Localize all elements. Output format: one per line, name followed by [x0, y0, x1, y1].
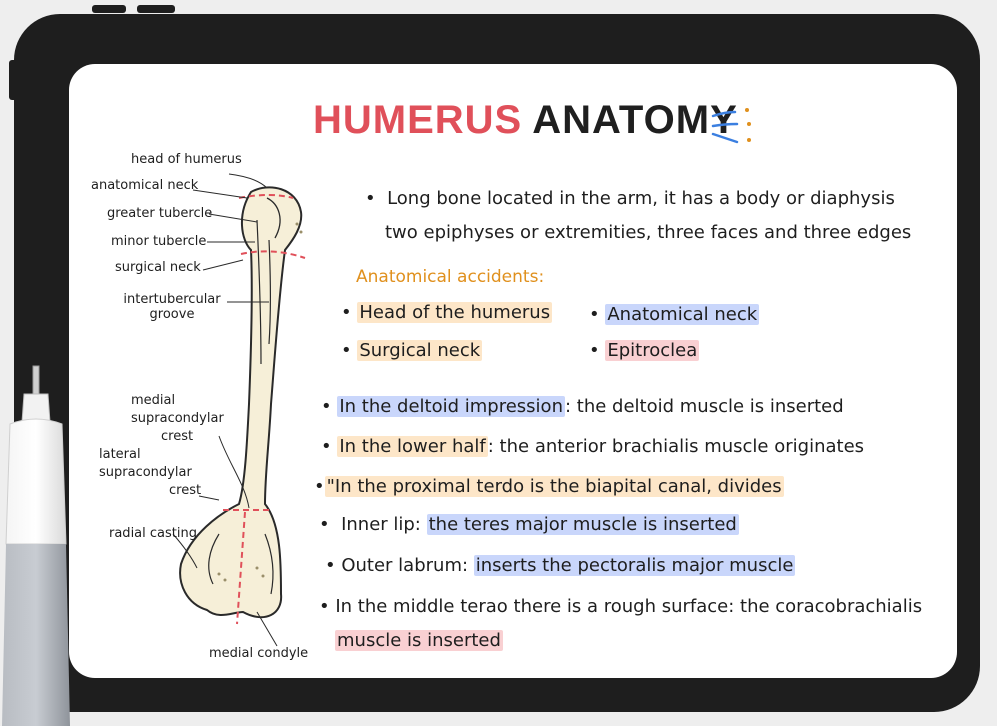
bullet-deltoid-rest: : the deltoid muscle is inserted: [564, 396, 844, 417]
intro-text-2: two epiphyses or extremities, three faces and three edges: [385, 222, 912, 243]
bullet-deltoid: • In the deltoid impression : the deltoid muscle is inserted: [321, 396, 844, 417]
page-title: [313, 98, 738, 148]
accident-item-epitroclea: • Epitroclea: [589, 340, 698, 361]
bullet-inner-lip-prefix: Inner lip:: [341, 514, 427, 535]
label-anatomical-neck: anatomical neck: [91, 178, 199, 193]
tablet-top-button-1: [92, 5, 126, 13]
bullet-outer-labrum-highlight: inserts the pectoralis major muscle: [475, 555, 794, 576]
pencil-stylus-icon: [0, 364, 70, 726]
accident-item-epitroclea-text: Epitroclea: [607, 340, 698, 361]
label-medial-supracondylar-crest: [131, 392, 224, 446]
label-intertubercular-line-2: groove: [149, 307, 195, 322]
tablet-frame: [14, 14, 980, 712]
label-intertubercular-line-1: intertubercular: [123, 292, 221, 307]
accidents-heading: Anatomical accidents:: [356, 267, 545, 287]
bullet-middle-terao-highlight: muscle is inserted: [337, 630, 501, 651]
label-lateral-supracondylar-crest: [99, 446, 201, 500]
bullet-deltoid-highlight: In the deltoid impression: [339, 396, 563, 417]
bullet-proximal: • "In the proximal terdo is the biapital canal, divides: [314, 476, 782, 497]
tablet-top-button-2: [137, 5, 175, 13]
bullet-inner-lip: • Inner lip: the teres major muscle is inserted: [319, 514, 737, 535]
label-medial-line-1: medial: [131, 393, 176, 408]
label-medial-condyle: medial condyle: [209, 646, 309, 661]
note-screen: [69, 64, 957, 678]
label-minor-tubercle: minor tubercle: [111, 234, 207, 249]
bullet-outer-labrum: • Outer labrum: inserts the pectoralis major muscle: [325, 555, 794, 576]
bullet-lower-half: • In the lower half : the anterior brachialis muscle originates: [321, 436, 865, 457]
intro-line-2: [385, 222, 911, 243]
bullet-inner-lip-highlight: the teres major muscle is inserted: [428, 514, 737, 535]
intro-text-1: Long bone located in the arm, it has a body or diaphysis: [387, 188, 895, 209]
label-intertubercular-groove: [117, 292, 227, 322]
label-lateral-line-1: lateral: [99, 447, 141, 462]
intro-line-1: • Long bone located in the arm, it has a body or diaphysis: [365, 188, 895, 209]
bullet-middle-terao-prefix: In the middle terao there is a rough surface: the coracobrachialis: [335, 596, 923, 617]
bullet-middle-terao-cont: [335, 630, 503, 651]
label-surgical-neck: surgical neck: [115, 260, 201, 275]
bullet-lower-half-highlight: In the lower half: [339, 436, 486, 457]
accident-item-surgical-neck-text: Surgical neck: [359, 340, 481, 361]
sparkle-lines-icon: [707, 106, 757, 150]
title-anatomy: ANATOMY: [532, 98, 738, 142]
label-lateral-line-3: crest: [169, 483, 202, 498]
bullet-proximal-highlight: "In the proximal terdo is the biapital canal, divides: [326, 476, 782, 497]
bullet-middle-terao: • In the middle terao there is a rough surface: the coracobrachialis: [319, 596, 923, 617]
bullet-lower-half-rest: : the anterior brachialis muscle originates: [487, 436, 865, 457]
label-greater-tubercle: greater tubercle: [107, 206, 213, 221]
accident-item-surgical-neck: • Surgical neck: [341, 340, 481, 361]
bullet-outer-labrum-prefix: Outer labrum:: [341, 555, 474, 576]
label-head-of-humerus: head of humerus: [131, 152, 242, 167]
title-humerus: HUMERUS: [313, 98, 523, 142]
label-radial-casting: radial casting: [109, 526, 197, 541]
accident-item-anatomical-neck-text: Anatomical neck: [607, 304, 758, 325]
accident-item-anatomical-neck: • Anatomical neck: [589, 304, 758, 325]
accident-item-head-text: Head of the humerus: [359, 302, 551, 323]
label-medial-line-2: supracondylar: [131, 411, 224, 426]
label-lateral-line-2: supracondylar: [99, 465, 192, 480]
accident-item-head: • Head of the humerus: [341, 302, 551, 323]
label-medial-line-3: crest: [161, 429, 194, 444]
